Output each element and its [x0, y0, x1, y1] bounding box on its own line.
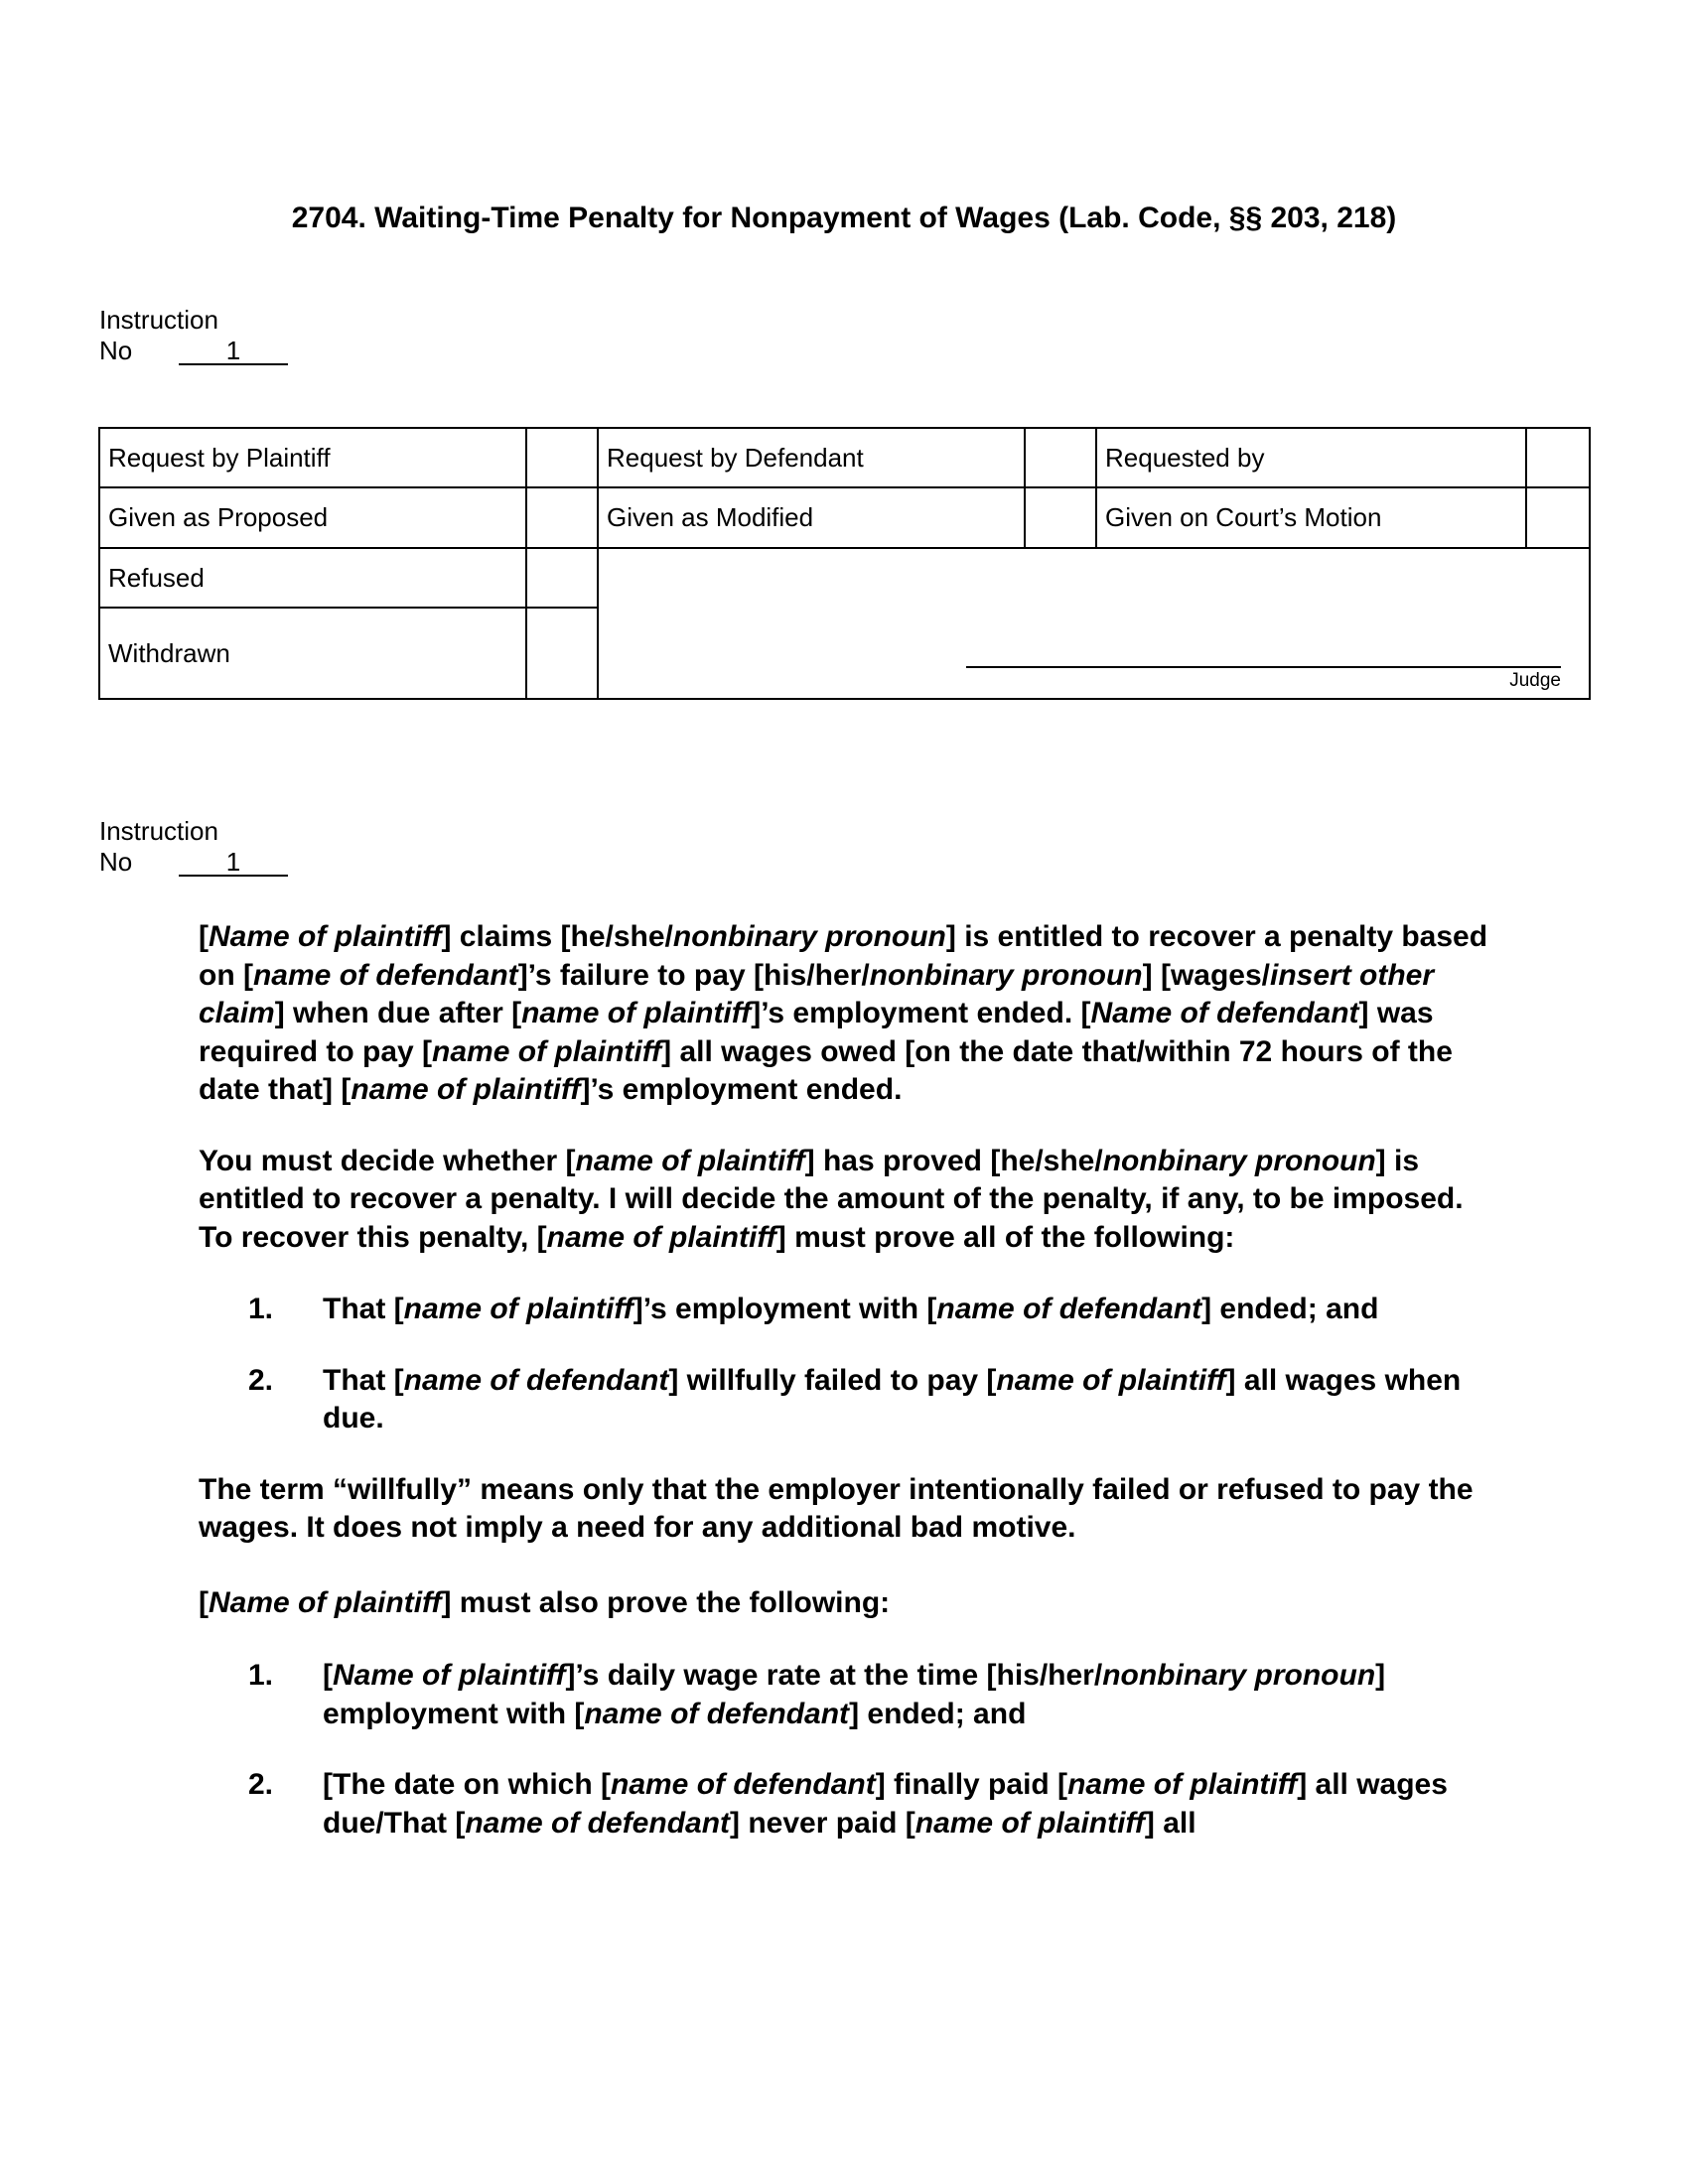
list-item-text [323, 1291, 1489, 1329]
placeholder-text: Name of plaintiff [209, 920, 442, 953]
request-by-defendant-checkbox[interactable] [1025, 428, 1096, 487]
list-number: 2. [248, 1768, 274, 1801]
elements-list-2 [199, 1657, 1489, 1843]
given-on-courts-motion-checkbox[interactable] [1526, 487, 1590, 547]
body-text-run: The term “willfully” means only that the employer intentionally failed or refused to pay the wages. It does not imply a need for any additional bad motive. [199, 1472, 1474, 1544]
given-as-modified-checkbox[interactable] [1025, 487, 1096, 547]
placeholder-text: name of plaintiff [914, 1806, 1145, 1840]
placeholder-text: Name of plaintiff [333, 1659, 566, 1692]
body-text-run: ] never paid [ [730, 1806, 915, 1840]
list-item-text [323, 1766, 1489, 1843]
body-text-run: ] willfully failed to pay [ [668, 1363, 997, 1397]
body-text-run: ]’s employment ended. [ [751, 997, 1091, 1029]
refused-checkbox[interactable] [526, 548, 598, 608]
body-text-run: That [ [323, 1293, 404, 1325]
given-as-modified-label: Given as Modified [598, 487, 1025, 547]
body-paragraph-willfully [199, 1471, 1489, 1548]
requested-by-label: Requested by [1096, 428, 1526, 487]
elements-list-1 [199, 1291, 1489, 1438]
body-paragraph-also-prove [199, 1584, 1489, 1623]
body-text-run: ]’s employment ended. [580, 1073, 903, 1106]
given-as-proposed-checkbox[interactable] [526, 487, 598, 547]
body-text-run: ] ended; and [849, 1697, 1027, 1730]
body-text-run: [ [323, 1659, 333, 1692]
body-text-run: ] employment with [ [323, 1659, 1386, 1730]
body-text-run: [ [199, 920, 209, 953]
placeholder-text: Name of plaintiff [209, 1585, 442, 1619]
judge-signature-area [598, 548, 1590, 699]
placeholder-text: nonbinary pronoun [1102, 1659, 1376, 1692]
instruction-no-value: 1 [179, 849, 288, 877]
placeholder-text: name of defendant [465, 1806, 731, 1840]
withdrawn-label: Withdrawn [99, 608, 526, 699]
placeholder-text: name of defendant [584, 1697, 850, 1730]
placeholder-text: name of defendant [252, 958, 518, 992]
body-text-run: ] all wages owed [on the date that/within 72 hours of the date that] [ [199, 1034, 1453, 1106]
given-as-proposed-label: Given as Proposed [99, 487, 526, 547]
body-text-run: ] finally paid [ [875, 1768, 1068, 1801]
placeholder-text: name of defendant [611, 1768, 876, 1801]
body-text-run: You must decide whether [ [199, 1144, 576, 1177]
page-title: 2704. Waiting-Time Penalty for Nonpayment of Wages (Lab. Code, §§ 203, 218) [291, 202, 1397, 234]
list-item [199, 1362, 1489, 1438]
requested-by-checkbox[interactable] [1526, 428, 1590, 487]
placeholder-text: nonbinary pronoun [869, 958, 1143, 992]
placeholder-text: name of defendant [936, 1293, 1202, 1325]
body-text-run: ] must prove all of the following: [775, 1220, 1235, 1254]
instruction-request-table [98, 427, 1591, 700]
list-number: 1. [248, 1293, 274, 1325]
list-number: 1. [248, 1659, 274, 1692]
body-paragraph-decision [199, 1143, 1489, 1258]
placeholder-text: name of plaintiff [996, 1363, 1226, 1397]
placeholder-text: nonbinary pronoun [672, 920, 946, 953]
instruction-no-label: No [99, 336, 133, 365]
instruction-label: Instruction [99, 816, 218, 846]
withdrawn-checkbox[interactable] [526, 608, 598, 699]
body-text-run: ] claims [he/she/ [441, 920, 673, 953]
placeholder-text: name of plaintiff [403, 1293, 633, 1325]
placeholder-text: nonbinary pronoun [1102, 1144, 1376, 1177]
instruction-no-value: 1 [179, 338, 288, 365]
body-text-run: ] has proved [he/she/ [804, 1144, 1103, 1177]
list-number: 2. [248, 1363, 274, 1397]
placeholder-text: name of plaintiff [351, 1073, 581, 1106]
body-text-run: ] [wages/ [1142, 958, 1270, 992]
placeholder-text: Name of defendant [1090, 997, 1359, 1029]
body-text-run: ] all wages when due. [323, 1363, 1462, 1434]
body-text-run: ] must also prove the following: [441, 1585, 891, 1619]
body-text-run: That [ [323, 1363, 404, 1397]
judge-label: Judge [1509, 670, 1561, 691]
placeholder-text: name of plaintiff [521, 997, 752, 1029]
refused-label: Refused [99, 548, 526, 608]
placeholder-text: name of plaintiff [432, 1034, 662, 1068]
given-on-courts-motion-label: Given on Court’s Motion [1096, 487, 1526, 547]
body-text-run: ]’s employment with [ [633, 1293, 937, 1325]
body-text-run: ]’s daily wage rate at the time [his/her/ [565, 1659, 1103, 1692]
instruction-number-top [99, 305, 288, 366]
request-by-plaintiff-checkbox[interactable] [526, 428, 598, 487]
placeholder-text: name of plaintiff [1067, 1768, 1298, 1801]
body-text-run: ] all [1144, 1806, 1196, 1840]
body-text-run: [ [199, 1585, 209, 1619]
body-text-run: ] is entitled to recover a penalty. I will decide the amount of the penalty, if any, to be imposed. To recover this penalty, [ [199, 1144, 1464, 1254]
instruction-no-label: No [99, 847, 133, 877]
body-text-run: ] when due after [ [274, 997, 522, 1029]
body-paragraph-claim [199, 918, 1489, 1110]
list-item [199, 1657, 1489, 1733]
body-text-run: [The date on which [ [323, 1768, 611, 1801]
request-by-defendant-label: Request by Defendant [598, 428, 1025, 487]
judge-signature-line[interactable] [966, 666, 1561, 668]
list-item [199, 1291, 1489, 1329]
body-text-run: ] ended; and [1201, 1293, 1379, 1325]
list-item-text [323, 1657, 1489, 1733]
instruction-body [199, 918, 1489, 1843]
request-by-plaintiff-label: Request by Plaintiff [99, 428, 526, 487]
list-item-text [323, 1362, 1489, 1438]
instruction-label: Instruction [99, 305, 218, 335]
placeholder-text: name of plaintiff [575, 1144, 805, 1177]
instruction-number-bottom [99, 816, 288, 878]
body-text-run: ] is entitled to recover a penalty based on [ [199, 920, 1488, 992]
list-item [199, 1766, 1489, 1843]
placeholder-text: name of defendant [403, 1363, 669, 1397]
placeholder-text: name of plaintiff [546, 1220, 776, 1254]
placeholder-text: insert other claim [199, 958, 1435, 1029]
body-text-run: ]’s failure to pay [his/her/ [517, 958, 870, 992]
body-text-run: ] all wages due/That [ [323, 1768, 1448, 1840]
body-text-run: ] was required to pay [ [199, 997, 1434, 1068]
